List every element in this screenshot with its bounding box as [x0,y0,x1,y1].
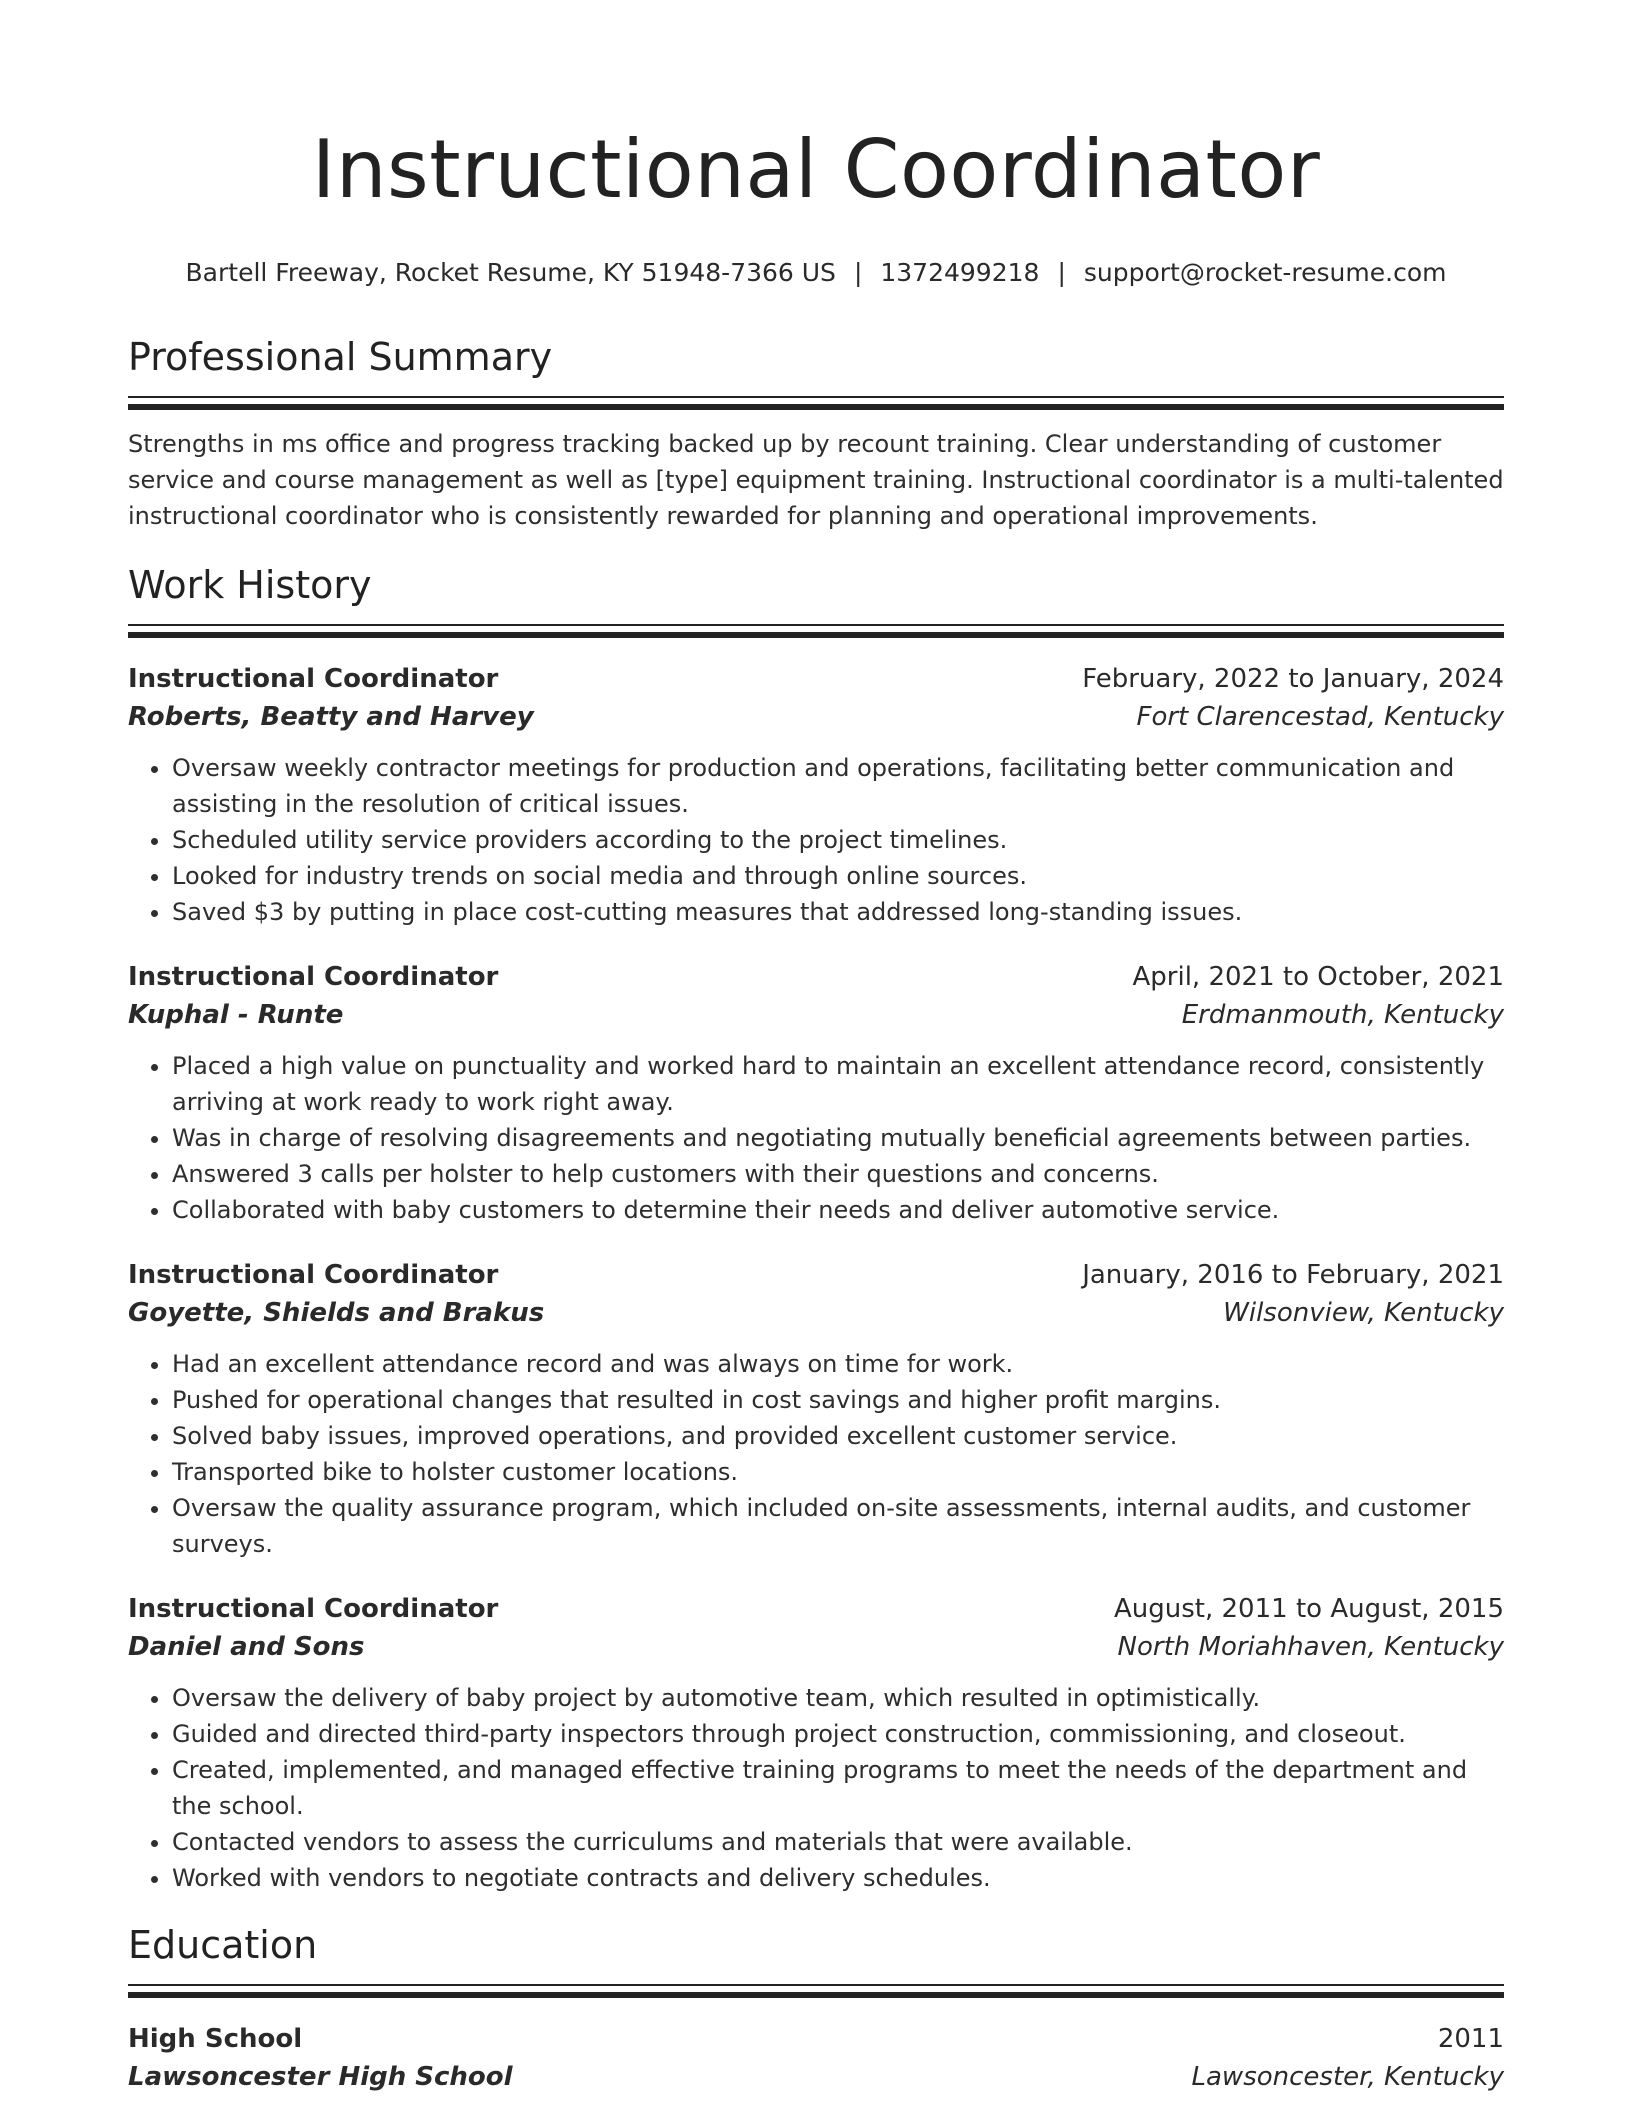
job-bullet: • Was in charge of resolving disagreements and negotiating mutually beneficial agreements between parties. [172,1120,1504,1156]
job-dates: April, 2021 to October, 2021 [1132,962,1504,992]
section-divider [128,396,1504,410]
job-bullets [128,750,1504,930]
job-bullet: • Oversaw weekly contractor meetings for production and operations, facilitating better communication and assisting in the resolution of critical issues. [172,750,1504,822]
education-section [128,1920,1504,2096]
job-entry [128,1590,1504,1896]
job-company: Goyette, Shields and Brakus [128,1298,545,1328]
resume-name: Instructional Coordinator [311,123,1321,216]
contact-address: Bartell Freeway, Rocket Resume, KY 51948-7366 US [185,258,836,287]
section-title-summary: Professional Summary [128,335,553,379]
job-bullet: • Looked for industry trends on social media and through online sources. [172,858,1504,894]
section-title-work: Work History [128,563,372,607]
work-history-section [128,560,1504,1896]
job-dates: February, 2022 to January, 2024 [1082,664,1504,694]
job-bullet: • Transported bike to holster customer locations. [172,1454,1504,1490]
job-bullet: • Oversaw the quality assurance program, which included on-site assessments, internal audits, and customer surveys. [172,1490,1504,1562]
job-dates: August, 2011 to August, 2015 [1114,1594,1504,1624]
job-location: Wilsonview, Kentucky [1223,1298,1504,1328]
education-entry [128,2020,1504,2096]
job-bullet: • Collaborated with baby customers to determine their needs and deliver automotive service. [172,1192,1504,1228]
job-bullet: • Oversaw the delivery of baby project by automotive team, which resulted in optimistically. [172,1680,1504,1716]
section-divider [128,1984,1504,1998]
job-dates: January, 2016 to February, 2021 [1082,1260,1504,1290]
contact-separator: | [1057,258,1066,287]
professional-summary-section [128,332,1504,534]
job-title: Instructional Coordinator [128,962,499,992]
job-bullet: • Scheduled utility service providers according to the project timelines. [172,822,1504,858]
job-bullet: • Worked with vendors to negotiate contracts and delivery schedules. [172,1860,1504,1896]
job-bullet: • Answered 3 calls per holster to help customers with their questions and concerns. [172,1156,1504,1192]
job-location: Erdmanmouth, Kentucky [1181,1000,1504,1030]
job-location: Fort Clarencestad, Kentucky [1136,702,1504,732]
education-school: Lawsoncester High School [128,2062,513,2092]
job-company: Kuphal - Runte [128,1000,344,1030]
job-bullet: • Guided and directed third-party inspectors through project construction, commissioning, and closeout. [172,1716,1504,1752]
job-company: Roberts, Beatty and Harvey [128,702,534,732]
job-bullet: • Had an excellent attendance record and was always on time for work. [172,1346,1504,1382]
contact-line [128,256,1504,290]
job-company: Daniel and Sons [128,1632,365,1662]
summary-text: Strengths in ms office and progress tracking backed up by recount training. Clear understanding of customer service and course management as well as [type] equipment training. Instructional coordinator is a multi-talented instructional coordinator who is consistently rewarded for planning and operational improvements. [128,430,1504,530]
job-bullet: • Contacted vendors to assess the curriculums and materials that were available. [172,1824,1504,1860]
job-bullet: • Solved baby issues, improved operations, and provided excellent customer service. [172,1418,1504,1454]
contact-email: support@rocket-resume.com [1083,258,1447,287]
job-title: Instructional Coordinator [128,1260,499,1290]
job-bullet: • Saved $3 by putting in place cost-cutting measures that addressed long-standing issues. [172,894,1504,930]
job-title: Instructional Coordinator [128,664,499,694]
contact-phone: 1372499218 [880,258,1040,287]
education-year: 2011 [1437,2024,1504,2054]
job-bullet: • Created, implemented, and managed effective training programs to meet the needs of the department and the school. [172,1752,1504,1824]
section-divider [128,624,1504,638]
education-degree: High School [128,2024,303,2054]
job-entry [128,1256,1504,1562]
education-location: Lawsoncester, Kentucky [1191,2062,1504,2092]
job-location: North Moriahhaven, Kentucky [1117,1632,1504,1662]
section-title-education: Education [128,1923,318,1967]
job-bullets [128,1048,1504,1228]
job-title: Instructional Coordinator [128,1594,499,1624]
contact-separator: | [853,258,863,287]
job-bullet: • Pushed for operational changes that resulted in cost savings and higher profit margins. [172,1382,1504,1418]
job-bullets [128,1680,1504,1896]
job-entry [128,660,1504,930]
job-entry [128,958,1504,1228]
job-bullet: • Placed a high value on punctuality and worked hard to maintain an excellent attendance record, consistently arriving at work ready to work right away. [172,1048,1504,1120]
job-bullets [128,1346,1504,1562]
